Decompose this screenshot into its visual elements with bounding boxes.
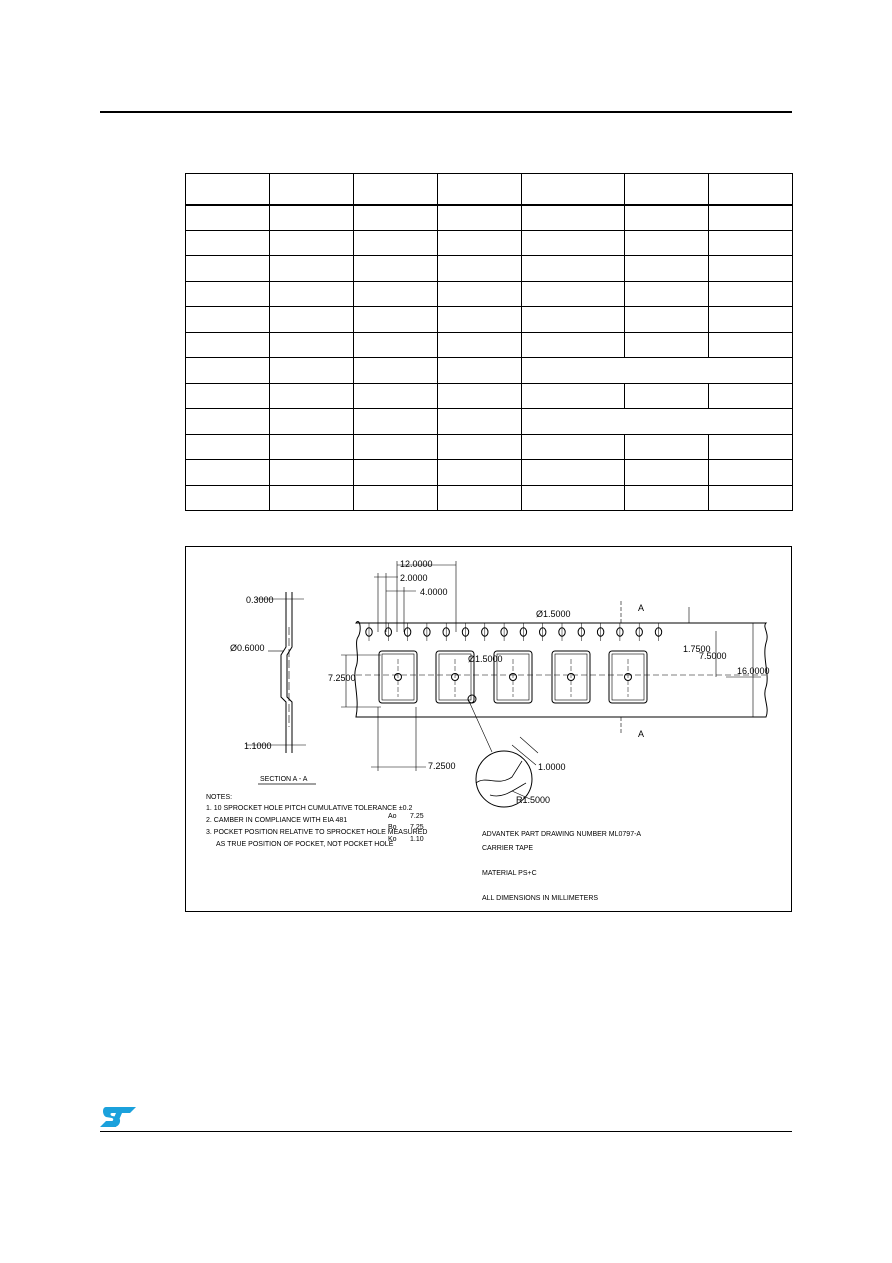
- carrier-label: CARRIER TAPE: [482, 845, 534, 852]
- table-header-row: [186, 174, 793, 205]
- dim-7-25-left: 7.2500: [328, 673, 356, 683]
- pocket-dim-ko-label: Ko: [388, 836, 397, 843]
- header-rule: [100, 111, 792, 113]
- dim-2: 2.0000: [400, 573, 428, 583]
- table-row: [186, 434, 793, 459]
- notes-title: NOTES:: [206, 794, 233, 801]
- note-3: 3. POCKET POSITION RELATIVE TO SPROCKET HOLE MEASURED: [206, 829, 428, 836]
- section-mark-top: A: [638, 603, 645, 613]
- table-row: [186, 307, 793, 332]
- pocket-dim-ko-value: 1.10: [410, 836, 424, 843]
- table-row: [186, 460, 793, 485]
- note-1: 1. 10 SPROCKET HOLE PITCH CUMULATIVE TOLERANCE ±0.2: [206, 805, 413, 812]
- dim-pitch-12: 12.0000: [400, 559, 433, 569]
- table-row: [186, 332, 793, 357]
- material-label: MATERIAL PS+C: [482, 870, 537, 877]
- footer-rule: [100, 1131, 792, 1132]
- tape-pocket: [552, 651, 590, 703]
- dim-4: 4.0000: [420, 587, 448, 597]
- dim-r-1-5: R1.5000: [516, 795, 551, 805]
- dim-1: 1.0000: [538, 762, 566, 772]
- tape-pocket: [379, 651, 417, 703]
- dim-16: 16.0000: [737, 666, 770, 676]
- dim-7-25-bottom: 7.2500: [428, 761, 456, 771]
- pocket-dim-ao-value: 7.25: [410, 813, 424, 820]
- units-note: ALL DIMENSIONS IN MILLIMETERS: [482, 895, 599, 902]
- section-label: SECTION A - A: [260, 776, 308, 783]
- tape-drawing-svg: [186, 547, 791, 911]
- dimensions-table: [185, 173, 793, 511]
- table-row: [186, 281, 793, 306]
- carrier-tape-drawing: [185, 546, 792, 912]
- section-mark-bottom: A: [638, 729, 645, 739]
- table-row: [186, 231, 793, 256]
- table-row: [186, 409, 793, 434]
- note-4: AS TRUE POSITION OF POCKET, NOT POCKET HOLE: [216, 841, 394, 848]
- table-row: [186, 485, 793, 510]
- pocket-dim-ao-label: Ao: [388, 813, 397, 820]
- st-logo-icon: [100, 1105, 138, 1129]
- dim-7-5: 7.5000: [699, 651, 727, 661]
- table-row: [186, 205, 793, 231]
- table-row: [186, 383, 793, 408]
- note-2: 2. CAMBER IN COMPLIANCE WITH EIA 481: [206, 817, 348, 824]
- dim-0-3: 0.3000: [246, 595, 274, 605]
- dim-0-6: Ø0.6000: [230, 643, 265, 653]
- dim-1-1: 1.1000: [244, 741, 272, 751]
- dim-1-75: 1.7500: [683, 644, 711, 654]
- dim-sprocket-dia: Ø1.5000: [536, 609, 571, 619]
- pocket-dim-bo-value: 7.25: [410, 824, 424, 831]
- tape-pocket: [609, 651, 647, 703]
- dim-pocket-hole: Ø1.5000: [468, 654, 503, 664]
- table-row: [186, 358, 793, 383]
- pocket-dim-bo-label: Bo: [388, 824, 397, 831]
- part-number: ADVANTEK PART DRAWING NUMBER ML0797-A: [482, 831, 642, 838]
- table-row: [186, 256, 793, 281]
